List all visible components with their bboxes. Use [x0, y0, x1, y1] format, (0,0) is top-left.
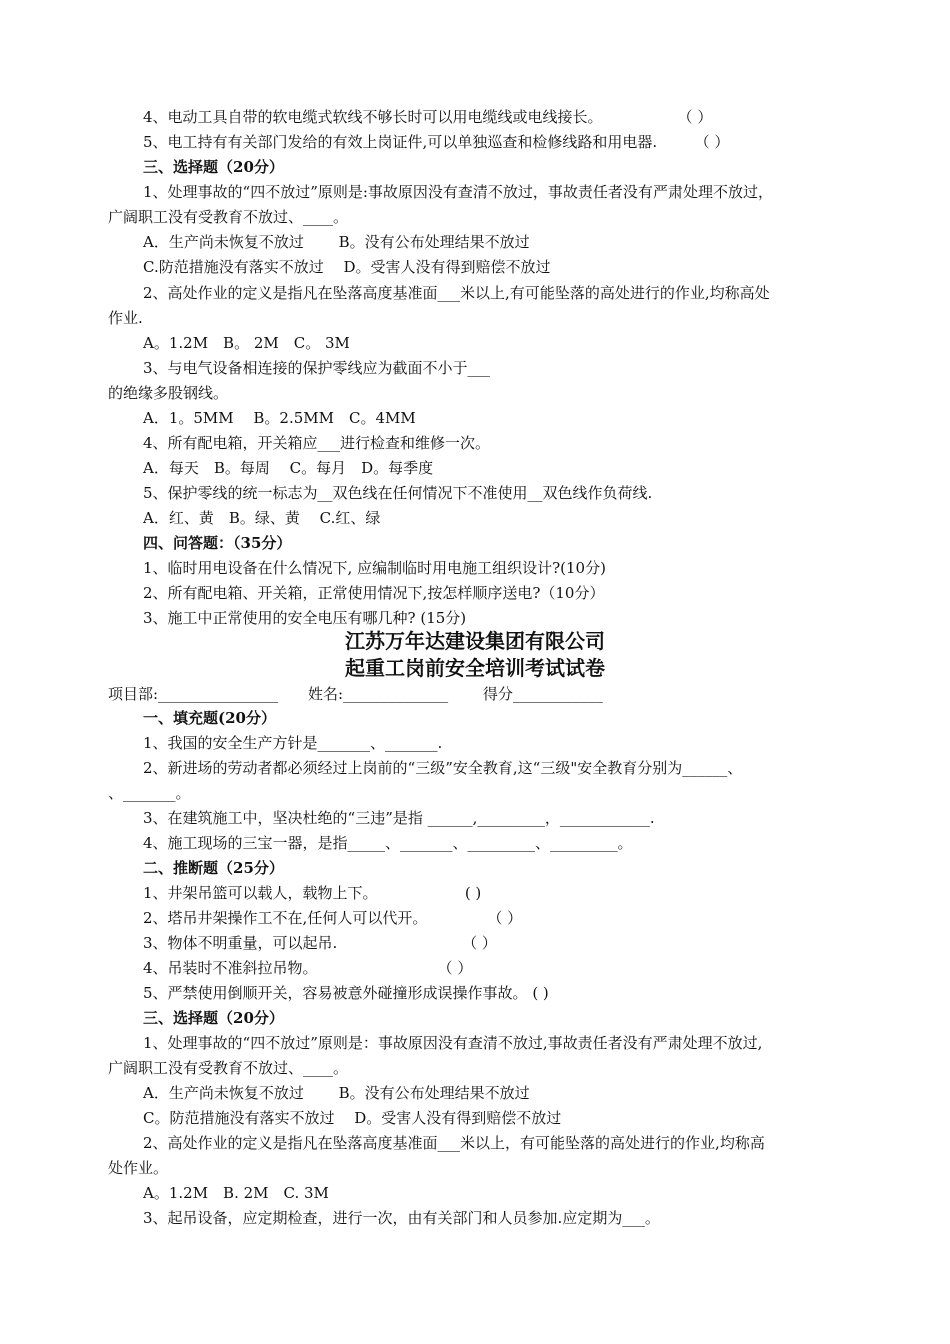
fill-line: 3、在建筑施工中，坚决杜绝的“三违”是指 ______,_________，____________. [143, 809, 655, 827]
judge-item: 1、井架吊篮可以载人，载物上下。 ( ) [143, 884, 482, 902]
choice-option: C。防范措施没有落实不放过 D。受害人没有得到赔偿不放过 [143, 1109, 562, 1127]
qa-item: 1、临时用电设备在什么情况下, 应编制临时用电施工组织设计?(10分) [143, 559, 606, 577]
judge-item: 5、严禁使用倒顺开关，容易被意外碰撞形成误操作事故。 ( ) [143, 984, 549, 1002]
choice-option: A．生产尚未恢复不放过 B。没有公布处理结果不放过 [143, 233, 530, 251]
exam-header-fields: 项目部:________________ 姓名:______________ 得分____________ [108, 685, 603, 703]
choice-line: 1、处理事故的“四不放过”原则是:事故原因没有查清不放过，事故责任者没有严肃处理不放过， [143, 183, 773, 201]
judge-item: 2、塔吊井架操作工不在,任何人可以代开。 （ ） [143, 909, 523, 927]
company-title: 江苏万年达建设集团有限公司 [345, 629, 605, 653]
choice-heading-1: 三、选择题（20分） [143, 158, 284, 176]
qa-heading: 四、问答题：（35分） [143, 534, 292, 552]
choice-option: A．生产尚未恢复不放过 B。没有公布处理结果不放过 [143, 1084, 530, 1102]
choice-option: A．红、黄 B。绿、黄 C.红、绿 [143, 509, 381, 527]
choice-line: 4、所有配电箱，开关箱应___进行检查和维修一次。 [143, 434, 491, 452]
choice-heading-2: 三、选择题（20分） [143, 1009, 284, 1027]
judge-item: 4、吊装时不准斜拉吊物。 （ ） [143, 959, 473, 977]
tf-item-4: 4、电动工具自带的软电缆式软线不够长时可以用电缆线或电线接长。 （ ） [143, 108, 713, 126]
fill-line: 、_______。 [108, 784, 191, 802]
tf-item-5: 5、电工持有有关部门发给的有效上岗证件,可以单独巡查和检修线路和用电器. （ ） [143, 133, 730, 151]
choice-option: A。1.2M B. 2M C. 3M [143, 1184, 329, 1202]
exam-title: 起重工岗前安全培训考试试卷 [345, 656, 605, 680]
choice-line: 5、保护零线的统一标志为__双色线在任何情况下不准使用__双色线作负荷线. [143, 484, 653, 502]
choice-line: 的绝缘多股钢线。 [108, 384, 229, 402]
judge-item: 3、物体不明重量，可以起吊. （ ） [143, 934, 497, 952]
choice-line: 3、与电气设备相连接的保护零线应为截面不小于___ [143, 359, 491, 377]
choice-line: 作业. [108, 309, 143, 327]
judge-heading: 二、推断题（25分） [143, 859, 284, 877]
qa-item: 3、施工中正常使用的安全电压有哪几种? (15分) [143, 609, 467, 627]
choice-option: A。1.2M B。 2M C。 3M [143, 334, 350, 352]
choice-line: 1、处理事故的“四不放过”原则是：事故原因没有查清不放过,事故责任者没有严肃处理不放过, [143, 1034, 763, 1052]
fill-line: 4、施工现场的三宝一器，是指_____、_______、_________、_________。 [143, 834, 633, 852]
choice-line: 处作业。 [108, 1159, 169, 1177]
choice-line: 2、高处作业的定义是指凡在坠落高度基准面___米以上，有可能坠落的高处进行的作业,均称高 [143, 1134, 765, 1152]
fill-line: 2、新进场的劳动者都必须经过上岗前的“三级”安全教育,这“三级"安全教育分别为______、 [143, 759, 743, 777]
choice-line: 2、高处作业的定义是指凡在坠落高度基准面___米以上,有可能坠落的高处进行的作业,均称高处 [143, 284, 770, 302]
fill-heading: 一、填充题(20分） [143, 709, 276, 727]
choice-line: 广阔职工没有受教育不放过、____。 [108, 1059, 349, 1077]
fill-line: 1、我国的安全生产方针是_______、_______. [143, 734, 443, 752]
choice-option: A．1。5MM B。2.5MM C。4MM [143, 409, 416, 427]
choice-line: 3、起吊设备，应定期检查，进行一次，由有关部门和人员参加.应定期为___。 [143, 1209, 660, 1227]
choice-option: A．每天 B。每周 C。每月 D。每季度 [143, 459, 434, 477]
choice-option: C.防范措施没有落实不放过 D。受害人没有得到赔偿不放过 [143, 258, 551, 276]
qa-item: 2、所有配电箱、开关箱，正常使用情况下,按怎样顺序送电?（10分） [143, 584, 605, 602]
choice-line: 广阔职工没有受教育不放过、____。 [108, 208, 349, 226]
